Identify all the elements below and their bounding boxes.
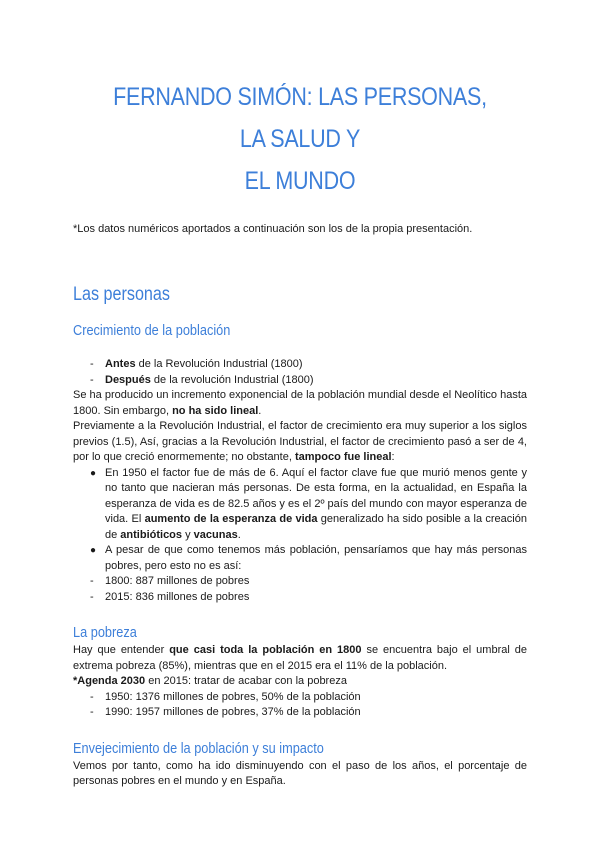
text: Previamente a la Revolución Industrial, el factor de crecimiento era muy superior a los siglos previos (1.5), Así, gracias a la Revolución Industrial, el factor de crecimiento pasó a ser de 4, por lo que creció enormemente; no obstante,	[73, 420, 527, 463]
text: generalizado ha sido posible a la creación de	[105, 513, 527, 541]
list-text: de la revolución Industrial (1800)	[150, 373, 314, 386]
text: En 1950 el factor fue de más de 6. Aquí el factor clave fue que murió menos gente y no tanto que nacieran más personas. De esta forma, en la actualidad, en España la esperanza de vida es de 82.5 años y es el 2º país del mundo con mayor esperanza de vida. El	[105, 466, 527, 525]
text: Hay que entender	[73, 644, 170, 656]
text: 1800: 887 millones de pobres	[105, 575, 250, 587]
list-item	[73, 574, 527, 590]
dash-mark: -	[90, 358, 94, 370]
list-pobreza	[73, 690, 527, 721]
text: 2015: 836 millones de pobres	[105, 590, 250, 603]
title-line-2: EL MUNDO	[244, 167, 356, 195]
text: A pesar de que como tenemos más población, pensaríamos que hay más personas pobres, pero esto no es así:	[105, 544, 527, 572]
paragraph-agenda	[73, 674, 527, 690]
bold-text: Agenda 2030	[77, 675, 146, 687]
list-item	[73, 466, 527, 544]
list-text: de la Revolución Industrial (1800)	[135, 358, 303, 370]
bold-text: que casi toda la población en 1800	[169, 644, 362, 656]
bold-text: antibióticos	[120, 528, 183, 541]
dash-mark: -	[90, 706, 94, 718]
bold-text: tampoco fue lineal	[294, 451, 392, 463]
list-item	[73, 590, 527, 606]
list-revolucion	[73, 357, 527, 388]
bullet-mark: ●	[90, 467, 97, 479]
paragraph-factor	[73, 419, 527, 466]
bold-text: aumento de la esperanza de vida	[144, 513, 318, 525]
bold-text: vacunas	[193, 528, 238, 541]
list-pobres	[73, 574, 527, 605]
list-item	[73, 690, 527, 706]
dash-mark: -	[90, 373, 94, 386]
bold-text: no ha sido lineal	[172, 404, 259, 417]
data-note: *Los datos numéricos aportados a continuación son los de la propia presentación.	[73, 223, 473, 235]
bold-text: *	[73, 675, 78, 687]
list-item	[73, 705, 527, 721]
text: :	[391, 451, 395, 463]
list-item	[73, 373, 527, 389]
bold-term: Después	[105, 373, 151, 386]
text: se encuentra bajo el umbral de extrema pobreza (85%), mientras que en el 2015 era el 11% de la población.	[73, 644, 527, 672]
subheading-pobreza: La pobreza	[73, 624, 137, 641]
text: .	[258, 404, 262, 417]
document-title	[105, 0, 495, 202]
paragraph-pobreza	[73, 643, 527, 674]
dash-mark: -	[90, 575, 94, 587]
subheading-envejecimiento: Envejecimiento de la población y su impacto	[73, 739, 324, 757]
text: 1990: 1957 millones de pobres, 37% de la población	[105, 706, 361, 718]
section-heading-personas: Las personas	[73, 284, 170, 305]
dash-mark: -	[90, 590, 94, 603]
bullet-mark: ●	[90, 545, 97, 556]
text: en 2015: tratar de acabar con la pobreza	[145, 675, 347, 687]
subheading-crecimiento: Crecimiento de la población	[73, 322, 231, 339]
text: 1950: 1376 millones de pobres, 50% de la población	[105, 690, 361, 703]
dash-mark: -	[90, 690, 94, 703]
text: .	[237, 528, 241, 541]
bold-term: Antes	[105, 358, 136, 370]
text: y	[182, 528, 194, 541]
title-line-1: FERNANDO SIMÓN: LAS PERSONAS, LA SALUD Y	[113, 83, 487, 153]
text: Se ha producido un incremento exponencial de la población mundial desde el Neolítico hasta 1800. Sin embargo,	[73, 389, 527, 417]
paragraph-envejecimiento: Vemos por tanto, como ha ido disminuyendo con el paso de los años, el porcentaje de personas pobres en el mundo y en España.	[73, 759, 527, 787]
list-bullets	[73, 466, 527, 575]
list-item	[73, 543, 527, 574]
paragraph-incremento	[73, 388, 527, 419]
list-item	[73, 357, 527, 373]
